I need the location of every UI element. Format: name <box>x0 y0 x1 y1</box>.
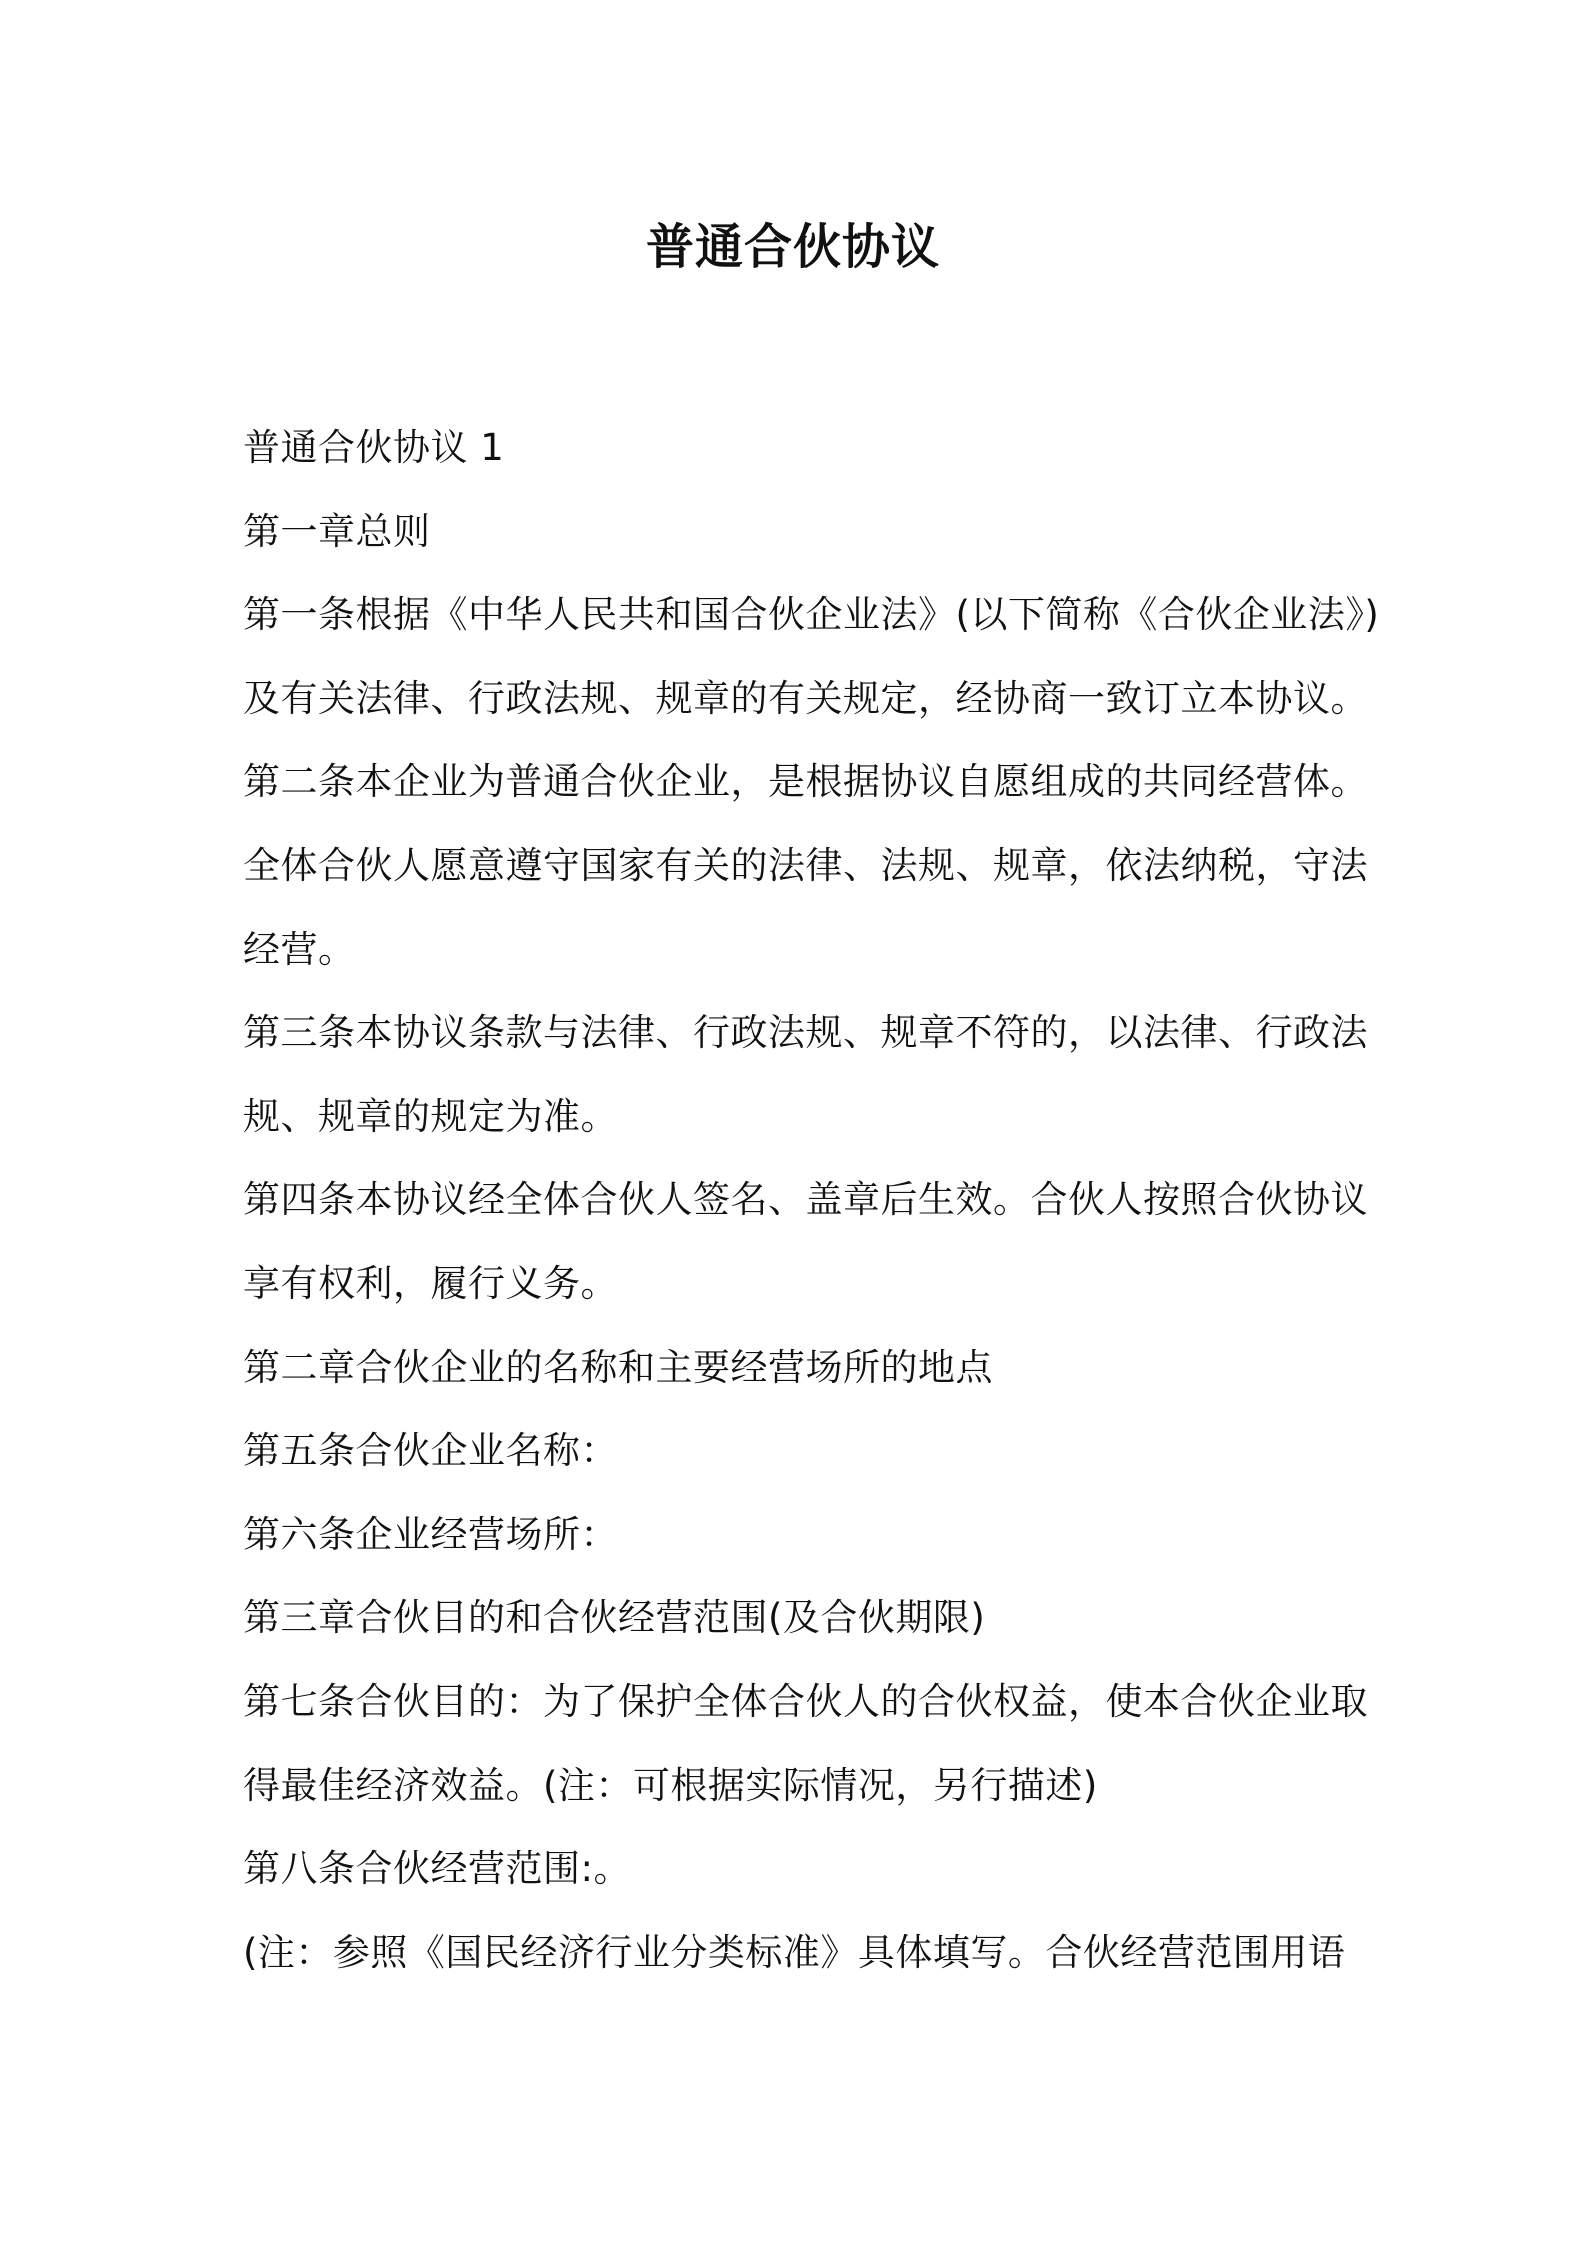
text-line: (注：参照《国民经济行业分类标准》具体填写。合伙经营范围用语 <box>243 1930 1346 1974</box>
text-line: 第四条本协议经全体合伙人签名、盖章后生效。合伙人按照合伙协议 <box>243 1178 1368 1222</box>
text-line: 规、规章的规定为准。 <box>243 1094 618 1138</box>
text-line: 第五条合伙企业名称： <box>243 1429 618 1473</box>
text-line: 普通合伙协议 1 <box>243 426 505 469</box>
text-line: 经营。 <box>243 927 356 971</box>
text-line: 第八条合伙经营范围:。 <box>243 1847 631 1891</box>
text-line: 第一条根据《中华人民共和国合伙企业法》(以下简称《合伙企业法》) <box>243 593 1380 637</box>
text-line: 得最佳经济效益。(注：可根据实际情况，另行描述) <box>243 1763 1098 1807</box>
chapter-heading: 第三章合伙目的和合伙经营范围(及合伙期限) <box>243 1596 986 1640</box>
text-line: 及有关法律、行政法规、规章的有关规定，经协商一致订立本协议。 <box>243 676 1368 720</box>
text-line: 第二条本企业为普通合伙企业，是根据协议自愿组成的共同经营体。 <box>243 760 1368 804</box>
chapter-heading: 第二章合伙企业的名称和主要经营场所的地点 <box>243 1345 993 1389</box>
text-line: 全体合伙人愿意遵守国家有关的法律、法规、规章，依法纳税，守法 <box>243 843 1368 887</box>
document-body <box>243 406 1380 1994</box>
text-line: 第三条本协议条款与法律、行政法规、规章不符的，以法律、行政法 <box>243 1011 1368 1055</box>
text-line: 第七条合伙目的：为了保护全体合伙人的合伙权益，使本合伙企业取 <box>243 1679 1368 1723</box>
document-title: 普通合伙协议 <box>645 219 940 275</box>
chapter-heading: 第一章总则 <box>243 509 431 553</box>
text-line: 第六条企业经营场所： <box>243 1512 618 1556</box>
text-line: 享有权利，履行义务。 <box>243 1261 618 1305</box>
